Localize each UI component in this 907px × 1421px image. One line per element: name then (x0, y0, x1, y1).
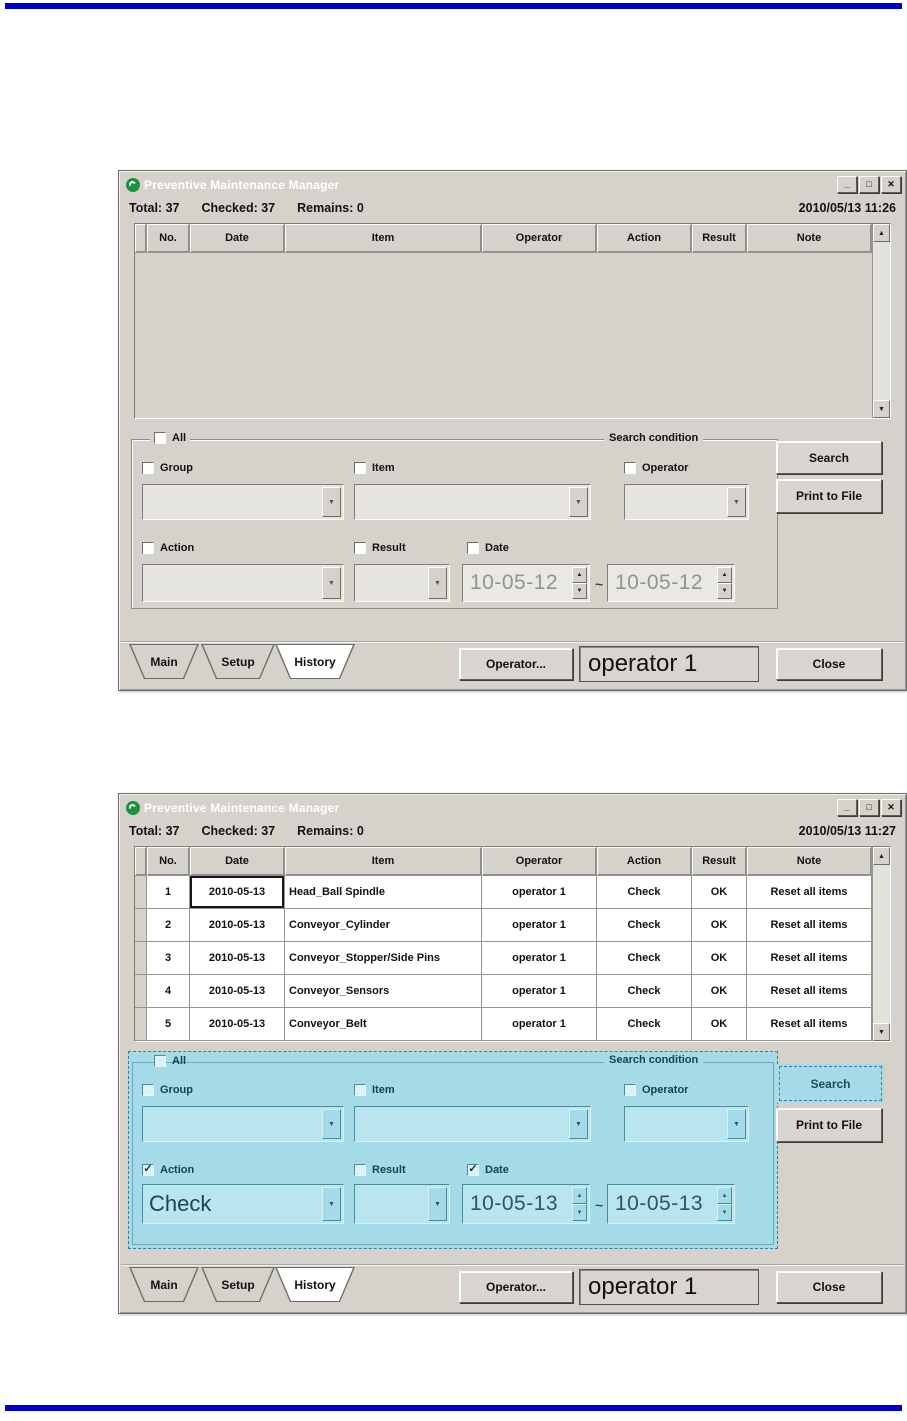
operator-button[interactable]: Operator... (459, 648, 573, 680)
pm-manager-window-1 (118, 170, 907, 691)
header-result: Result (692, 224, 747, 253)
date-from-spinner[interactable] (462, 564, 590, 602)
search-condition-label: Search condition (604, 1054, 703, 1066)
operator-value-box[interactable]: operator 1 (579, 1269, 759, 1305)
history-table (134, 223, 891, 419)
all-checkbox-row (150, 1055, 190, 1067)
highlighted-search-region (128, 1051, 778, 1249)
header-note: Note (747, 847, 872, 876)
operator-checkbox[interactable] (624, 462, 636, 474)
action-combobox[interactable] (142, 564, 344, 602)
minimize-icon[interactable]: _ (837, 176, 857, 193)
date-from-value: 10-05-13 (470, 1192, 559, 1215)
header-item: Item (285, 224, 482, 253)
status-remains: Remains: 0 (297, 201, 364, 215)
spin-down-icon[interactable]: ▼ (572, 1204, 587, 1221)
all-label: All (172, 432, 187, 444)
group-label: Group (160, 1084, 193, 1096)
tab-history[interactable]: History (275, 1267, 355, 1302)
status-checked: Checked: 37 (201, 201, 276, 215)
table-row[interactable]: 4 2010-05-13 Conveyor_Sensors operator 1 Check OK Reset all items (135, 975, 872, 1008)
date-from-value: 10-05-12 (470, 571, 559, 594)
header-item: Item (285, 847, 482, 876)
status-remains: Remains: 0 (297, 824, 364, 838)
date-from-spinner[interactable] (462, 1184, 590, 1224)
chevron-down-icon[interactable]: ▼ (569, 1109, 588, 1139)
operator-label: Operator (642, 1084, 689, 1096)
date-to-spinner[interactable] (607, 564, 735, 602)
item-checkbox-row (354, 462, 395, 474)
scroll-down-icon[interactable]: ▼ (873, 1023, 890, 1041)
search-button-highlighted[interactable]: Search (779, 1066, 882, 1101)
app-icon (126, 178, 140, 192)
table-row[interactable]: 5 2010-05-13 Conveyor_Belt operator 1 Check OK Reset all items (135, 1008, 872, 1041)
action-checkbox[interactable] (142, 542, 154, 554)
status-bar (129, 201, 896, 215)
item-checkbox[interactable] (354, 462, 366, 474)
search-button[interactable]: Search (776, 441, 882, 474)
action-label: Action (160, 542, 195, 554)
result-checkbox[interactable] (354, 1164, 366, 1176)
tabbar-divider (121, 641, 904, 643)
all-checkbox[interactable] (154, 432, 166, 444)
result-combobox[interactable] (354, 564, 450, 602)
action-value: Check (149, 1191, 212, 1216)
chevron-down-icon[interactable]: ▼ (322, 1109, 341, 1139)
action-checkbox-row (142, 542, 194, 554)
chevron-down-icon[interactable]: ▼ (727, 487, 746, 517)
group-label: Group (160, 462, 193, 474)
group-combobox[interactable] (142, 484, 344, 520)
header-no: No. (147, 224, 190, 253)
minimize-icon[interactable]: _ (837, 799, 857, 816)
print-to-file-button[interactable]: Print to File (776, 479, 882, 513)
header-action: Action (597, 847, 692, 876)
result-label: Result (372, 1164, 406, 1176)
header-action: Action (597, 224, 692, 253)
action-combobox[interactable] (142, 1184, 344, 1224)
header-no: No. (147, 847, 190, 876)
item-label: Item (372, 462, 395, 474)
chevron-down-icon[interactable]: ▼ (322, 1187, 341, 1221)
result-label: Result (372, 542, 406, 554)
operator-checkbox-row (624, 1084, 688, 1096)
date-checkbox-checked[interactable]: ✓ (468, 1162, 478, 1175)
spin-up-icon[interactable]: ▲ (572, 567, 587, 583)
window-title: Preventive Maintenance Manager (144, 800, 340, 815)
item-label: Item (372, 1084, 395, 1096)
chevron-down-icon[interactable]: ▼ (428, 567, 447, 599)
status-checked: Checked: 37 (201, 824, 276, 838)
app-icon (126, 801, 140, 815)
item-checkbox-row (354, 1084, 395, 1096)
item-combobox[interactable] (354, 1106, 591, 1142)
date-checkbox-row (467, 542, 509, 554)
spin-down-icon[interactable]: ▼ (717, 583, 732, 599)
status-bar (129, 824, 896, 838)
item-combobox[interactable] (354, 484, 591, 520)
table-row[interactable]: 3 2010-05-13 Conveyor_Stopper/Side Pins operator 1 Check OK Reset all items (135, 942, 872, 975)
header-note: Note (747, 224, 872, 253)
result-checkbox[interactable] (354, 542, 366, 554)
table-row[interactable]: 2 2010-05-13 Conveyor_Cylinder operator 1 Check OK Reset all items (135, 909, 872, 942)
table-scrollbar[interactable] (872, 847, 890, 1041)
action-checkbox-row (142, 1164, 194, 1176)
result-checkbox-row (354, 1164, 406, 1176)
all-checkbox-row (150, 432, 190, 444)
date-checkbox[interactable] (467, 542, 479, 554)
spin-up-icon[interactable]: ▲ (717, 1187, 732, 1204)
date-range-tilde: ~ (595, 1197, 604, 1213)
focused-cell[interactable]: 2010-05-13 (190, 876, 285, 909)
titlebar[interactable] (122, 797, 903, 818)
operator-value-box[interactable]: operator 1 (579, 646, 759, 682)
operator-label: Operator (642, 462, 689, 474)
chevron-down-icon[interactable]: ▼ (428, 1187, 447, 1221)
scroll-up-icon[interactable]: ▲ (873, 847, 890, 865)
tab-setup[interactable]: Setup (201, 644, 275, 679)
operator-combobox[interactable] (624, 484, 749, 520)
date-to-spinner[interactable] (607, 1184, 735, 1224)
header-operator: Operator (482, 847, 597, 876)
maximize-icon[interactable]: □ (859, 176, 879, 193)
spin-down-icon[interactable]: ▼ (717, 1204, 732, 1221)
chevron-down-icon[interactable]: ▼ (727, 1109, 746, 1139)
tabbar-divider (121, 1264, 904, 1266)
close-icon[interactable]: ✕ (881, 176, 901, 193)
spin-up-icon[interactable]: ▲ (717, 567, 732, 583)
item-checkbox[interactable] (354, 1084, 366, 1096)
status-total: Total: 37 (129, 824, 180, 838)
chevron-down-icon[interactable]: ▼ (322, 567, 341, 599)
result-checkbox-row (354, 542, 406, 554)
group-checkbox-row (142, 1084, 193, 1096)
maximize-icon[interactable]: □ (859, 799, 879, 816)
header-operator: Operator (482, 224, 597, 253)
search-condition-label: Search condition (604, 432, 703, 444)
date-to-value: 10-05-13 (615, 1192, 704, 1215)
print-to-file-button[interactable]: Print to File (776, 1108, 882, 1142)
group-combobox[interactable] (142, 1106, 344, 1142)
header-date: Date (190, 224, 285, 253)
action-label: Action (160, 1164, 195, 1176)
header-selector (135, 224, 147, 253)
header-selector (135, 847, 147, 876)
operator-button[interactable]: Operator... (459, 1271, 573, 1303)
operator-checkbox[interactable] (624, 1084, 636, 1096)
all-checkbox[interactable] (154, 1055, 166, 1067)
status-datetime: 2010/05/13 11:27 (798, 824, 896, 838)
scroll-up-icon[interactable]: ▲ (873, 224, 890, 242)
operator-checkbox-row (624, 462, 688, 474)
action-checkbox-checked[interactable]: ✓ (143, 1162, 153, 1175)
chevron-down-icon[interactable]: ▼ (322, 487, 341, 517)
spin-up-icon[interactable]: ▲ (572, 1187, 587, 1204)
date-checkbox-row (467, 1164, 509, 1176)
tab-setup[interactable]: Setup (201, 1267, 275, 1302)
tab-main[interactable]: Main (129, 644, 199, 679)
window-title: Preventive Maintenance Manager (144, 177, 340, 192)
page-bottom-rule (5, 1405, 902, 1411)
history-table (134, 846, 891, 1042)
status-datetime: 2010/05/13 11:26 (798, 201, 896, 215)
table-scrollbar[interactable] (872, 224, 890, 418)
chevron-down-icon[interactable]: ▼ (569, 487, 588, 517)
all-label: All (172, 1055, 187, 1067)
pm-manager-window-2 (118, 793, 907, 1314)
header-result: Result (692, 847, 747, 876)
tab-history[interactable]: History (275, 644, 355, 679)
spin-down-icon[interactable]: ▼ (572, 583, 587, 599)
group-checkbox[interactable] (142, 462, 154, 474)
operator-combobox[interactable] (624, 1106, 749, 1142)
table-header-row (135, 224, 872, 253)
date-label: Date (485, 542, 509, 554)
header-date: Date (190, 847, 285, 876)
table-row[interactable]: 1 2010-05-13 Head_Ball Spindle operator 1 Check OK Reset all items (135, 876, 872, 909)
group-checkbox[interactable] (142, 1084, 154, 1096)
date-to-value: 10-05-12 (615, 571, 704, 594)
page-top-rule (5, 3, 902, 9)
group-checkbox-row (142, 462, 193, 474)
table-header-row (135, 847, 872, 876)
date-range-tilde: ~ (595, 576, 604, 592)
titlebar[interactable] (122, 174, 903, 195)
scroll-down-icon[interactable]: ▼ (873, 400, 890, 418)
result-combobox[interactable] (354, 1184, 450, 1224)
tab-main[interactable]: Main (129, 1267, 199, 1302)
status-total: Total: 37 (129, 201, 180, 215)
date-label: Date (485, 1164, 509, 1176)
search-condition-group (131, 432, 778, 609)
close-button[interactable]: Close (776, 648, 882, 680)
close-icon[interactable]: ✕ (881, 799, 901, 816)
close-button[interactable]: Close (776, 1271, 882, 1303)
